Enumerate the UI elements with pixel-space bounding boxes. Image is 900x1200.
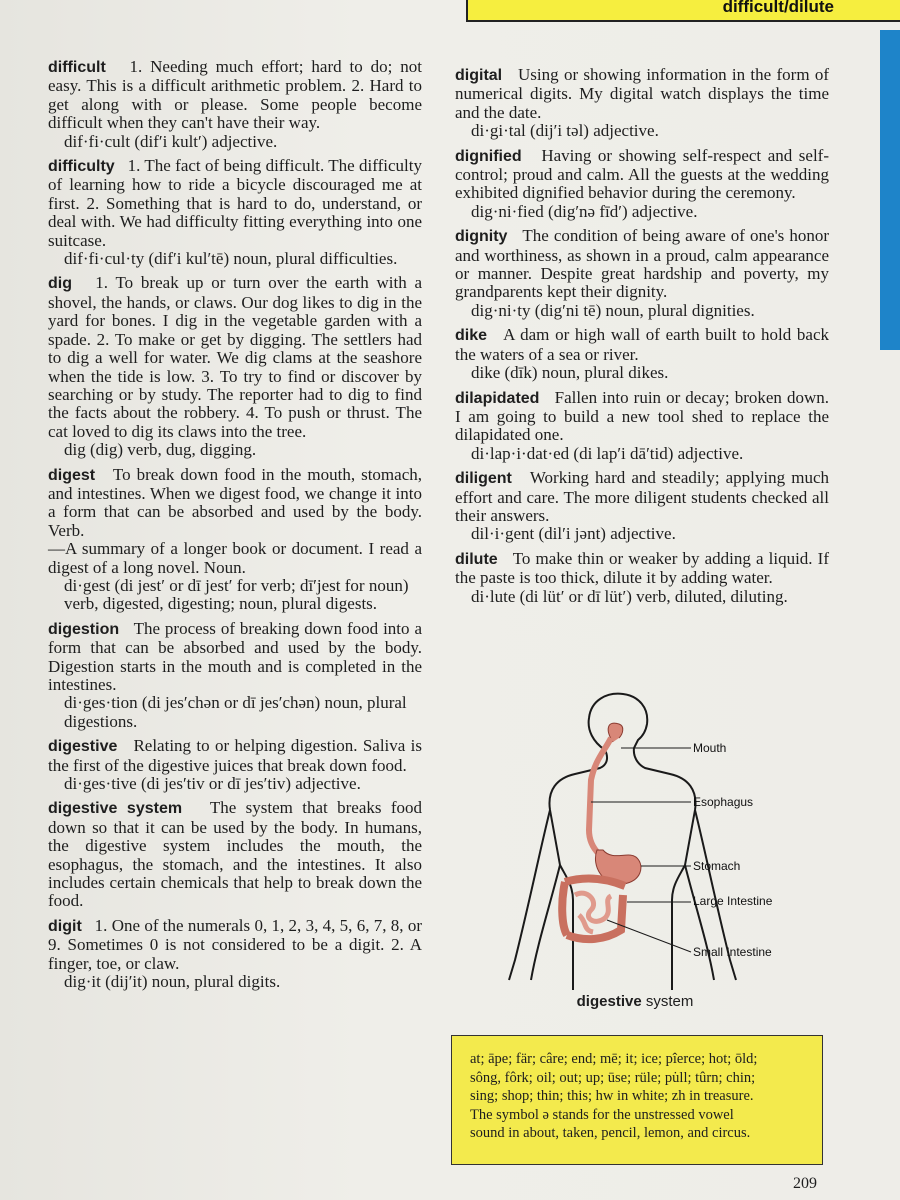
definition: 1. The fact of being difficult. The difficulty of learning how to ride a bicycle discouraged me at first. 2. Something that is hard to do, understand, or deal with. We had difficulty fitting everything into one suitcase. <box>48 156 422 250</box>
entry-dignified <box>455 147 829 222</box>
definition: Fallen into ruin or decay; broken down. I am going to build a new tool shed to replace the dilapidated one. <box>455 387 829 445</box>
entry-dilapidated <box>455 389 829 464</box>
headword: dig <box>48 275 72 293</box>
figure-caption <box>495 993 775 1010</box>
entry-dike <box>455 326 829 382</box>
pronunciation: di·ges·tive (di jes′tiv or dī jes′tiv) adjective. <box>64 774 361 794</box>
label-mouth: Mouth <box>693 741 727 755</box>
definition: 1. To break up or turn over the earth with a shovel, the hands, or claws. Our dog likes to dig in the yard for bones. I dig in the vegetable garden with a spade. 2. To make or get by digging. The settlers had to dig a well for water. We dig clams at the seashore when the tide is low. 3. To try to find or discover by searching or by study. The reporter had to dig to find the facts about the robbery. 4. To push or thrust. The cat loved to dig its claws into the tree. <box>48 273 423 441</box>
entry-digestive-system <box>48 799 422 910</box>
definition: The process of breaking down food into a form that can be absorbed and used by the body. Digestion starts in the mouth and is completed in the intestines. <box>48 618 422 694</box>
definition: Working hard and steadily; applying much effort and care. The more diligent students checked all their answers. <box>455 468 829 525</box>
key-line-3: sing; shop; thin; this; hw in white; zh in treasure. <box>470 1088 754 1104</box>
key-line-5: sound in about, taken, pencil, lemon, and circus. <box>470 1125 751 1141</box>
pronunciation-key <box>451 1035 823 1165</box>
definition: Having or showing self-respect and self-control; proud and calm. All the guests at the wedding exhibited dignified behavior during the ceremony. <box>455 145 830 203</box>
entry-digestive <box>48 737 422 793</box>
definition: 1. Needing much effort; hard to do; not easy. This is a difficult arithmetic problem. 2. Hard to get along with or please. Some people become difficult when they can't have their way. <box>48 57 423 133</box>
definition-noun: —A summary of a longer book or document. I read a digest of a long novel. Noun. <box>48 539 422 577</box>
caption-rest: system <box>641 993 694 1010</box>
headword: digital <box>455 67 503 84</box>
label-esophagus: Esophagus <box>693 795 754 809</box>
definition: To make thin or weaker by adding a liquid. If the paste is too thick, dilute it by adding water. <box>455 548 829 588</box>
key-line-4: The symbol ə stands for the unstressed vowel <box>470 1106 734 1123</box>
definition: The condition of being aware of one's honor and worthiness, as shown in a proud, calm appearance or manner. Despite great hardship and poverty, my grandparents kept their dignity. <box>455 226 829 302</box>
headword: digestive system <box>48 800 183 818</box>
headword: difficulty <box>48 158 115 176</box>
page-number: 209 <box>793 1175 817 1192</box>
right-column <box>455 66 829 612</box>
pronunciation: dig (dig) verb, dug, digging. <box>64 440 257 460</box>
headword: digestion <box>48 620 120 638</box>
headword: digit <box>48 917 82 935</box>
entry-digit <box>48 917 422 992</box>
entry-difficulty <box>48 157 422 268</box>
caption-bold: digestive <box>576 993 642 1010</box>
pronunciation: di·gest (di jest′ or dī jest′ for verb; dī′jest for noun) verb, digested, digesting; noun, plural digests. <box>64 575 409 614</box>
headword: digest <box>48 466 96 484</box>
pronunciation: dig·it (dij′it) noun, plural digits. <box>64 972 281 992</box>
entry-difficult <box>48 58 422 151</box>
entry-dig <box>48 274 422 459</box>
definition: Using or showing information in the form of numerical digits. My digital watch displays the time and the date. <box>455 65 830 122</box>
headword: difficult <box>48 59 106 76</box>
definition: A dam or high wall of earth built to hold back the waters of a sea or river. <box>455 325 830 364</box>
pronunciation: di·lap·i·dat·ed (di lap′i dā′tid) adjective. <box>471 443 744 463</box>
entry-digital <box>455 66 829 141</box>
headword: digestive <box>48 738 118 756</box>
pronunciation: dike (dīk) noun, plural dikes. <box>471 363 669 383</box>
headword: dilapidated <box>455 389 540 407</box>
entry-digest <box>48 466 422 614</box>
guide-words: difficult/dilute <box>722 0 834 16</box>
digestive-system-figure <box>495 690 795 1020</box>
key-line-2: sông, fôrk; oil; out; up; ūse; rüle; pu̇ll; tûrn; chin; <box>470 1069 756 1086</box>
entry-dilute <box>455 550 829 606</box>
key-line-1: at; āpe; fär; câre; end; mē; it; ice; pîerce; hot; ōld; <box>470 1051 758 1067</box>
pronunciation: dig·ni·fied (dig′nə fīd′) adjective. <box>471 201 698 221</box>
pronunciation: di·gi·tal (dij′i təl) adjective. <box>471 121 659 141</box>
definition: Relating to or helping digestion. Saliva is the first of the digestive juices that break down food. <box>48 736 423 775</box>
headword: dignified <box>455 147 522 165</box>
guide-word-tab <box>466 0 900 22</box>
headword: dike <box>455 327 488 345</box>
left-column <box>48 58 422 998</box>
entry-digestion <box>48 620 422 731</box>
label-small-intestine: Small Intestine <box>693 945 772 959</box>
pronunciation: dif·fi·cul·ty (dif′i kul′tē) noun, plural difficulties. <box>64 249 398 269</box>
label-stomach: Stomach <box>693 859 741 873</box>
pronunciation: dif·fi·cult (dif′i kult′) adjective. <box>64 131 278 151</box>
definition: 1. One of the numerals 0, 1, 2, 3, 4, 5, 6, 7, 8, or 9. Sometimes 0 is not considered to be a digit. 2. A finger, toe, or claw. <box>48 915 423 973</box>
entry-dignity <box>455 227 829 320</box>
entry-diligent <box>455 469 829 544</box>
pronunciation: di·ges·tion (di jes′chən or dī jes′chən) noun, plural digestions. <box>64 693 407 731</box>
definition: To break down food in the mouth, stomach, and intestines. When we digest food, we change it into a form that can be absorbed and used by the body. Verb. <box>48 464 422 540</box>
headword: dignity <box>455 228 508 246</box>
pronunciation: dig·ni·ty (dig′ni tē) noun, plural dignities. <box>471 300 755 320</box>
label-large-intestine: Large Intestine <box>693 894 773 908</box>
thumb-index-tab <box>880 30 900 350</box>
definition: The system that breaks food down so that it can be used by the body. In humans, the digestive system includes the mouth, the esophagus, the stomach, and the intestines. It also includes certain chemicals that help to break down the food. <box>48 798 423 911</box>
headword: diligent <box>455 470 512 488</box>
pronunciation: dil·i·gent (dil′i jənt) adjective. <box>471 524 676 544</box>
pronunciation: di·lute (di lüt′ or dī lüt′) verb, diluted, diluting. <box>471 586 788 606</box>
headword: dilute <box>455 550 498 568</box>
